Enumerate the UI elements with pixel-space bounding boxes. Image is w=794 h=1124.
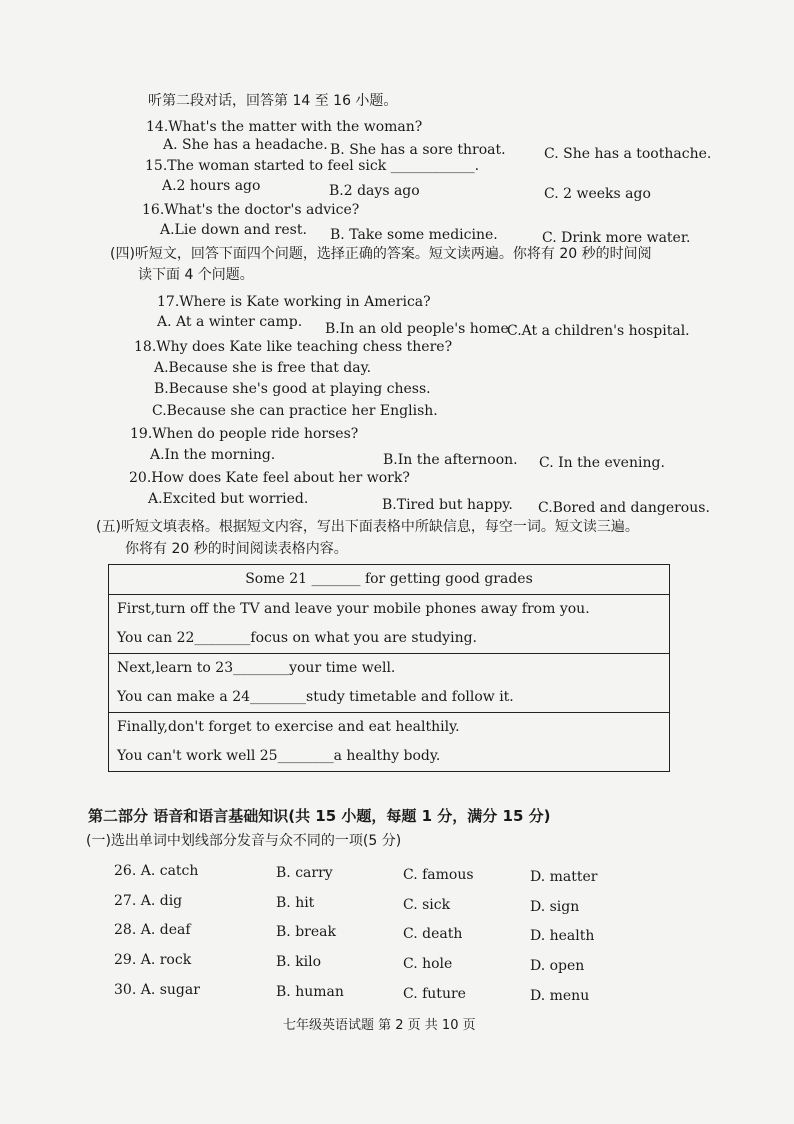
option: B.Tired but happy. [382, 497, 513, 513]
option: C. She has a toothache. [544, 146, 712, 162]
question-stem: 18.Why does Kate like teaching chess there? [134, 339, 453, 355]
section-intro: 听第二段对话，回答第 14 至 16 小题。 [148, 93, 398, 109]
part4-instructions: (四)听短文，回答下面四个问题，选择正确的答案。短文读两遍。你将有 20 秒的时间阅 [110, 246, 652, 262]
option: A.Excited but worried. [148, 491, 309, 507]
phonics-item: 27. A. dig [114, 893, 183, 909]
question-stem: 14.What's the matter with the woman? [146, 119, 423, 135]
option: C.Bored and dangerous. [538, 500, 710, 516]
phonics-item: C. sick [403, 897, 451, 913]
option: C. 2 weeks ago [544, 186, 651, 202]
table-row [109, 654, 670, 713]
option: A. At a winter camp. [157, 314, 303, 330]
table-line: You can't work well 25________a healthy body. [117, 748, 441, 764]
phonics-item: B. hit [276, 895, 315, 911]
table-line: You can 22________focus on what you are studying. [117, 630, 477, 646]
phonics-item: D. sign [530, 899, 580, 915]
part2-subtitle: (一)选出单词中划线部分发音与众不同的一项(5 分) [86, 833, 402, 849]
option: B. She has a sore throat. [330, 142, 506, 158]
option: C.Because she can practice her English. [152, 403, 438, 419]
phonics-item: 28. A. deaf [114, 922, 191, 938]
part2-title: 第二部分 语音和语言基础知识(共 15 小题，每题 1 分，满分 15 分) [88, 807, 551, 825]
phonics-item: B. human [276, 984, 344, 1000]
part5-instructions: (五)听短文填表格。根据短文内容，写出下面表格中所缺信息，每空一词。短文读三遍。 [96, 519, 639, 535]
table-row [109, 595, 670, 654]
table-header-cell [109, 565, 670, 595]
option: B. Take some medicine. [330, 227, 498, 243]
question-stem: 16.What's the doctor's advice? [142, 202, 360, 218]
phonics-item: 29. A. rock [114, 952, 192, 968]
table-header: Some 21 _______ for getting good grades [245, 571, 533, 587]
phonics-item: B. break [276, 924, 336, 940]
option: A.2 hours ago [162, 178, 261, 194]
phonics-item: B. carry [276, 865, 333, 881]
phonics-item: C. future [403, 986, 466, 1002]
phonics-item: D. menu [530, 988, 590, 1004]
phonics-item: 30. A. sugar [114, 982, 200, 998]
part5-instructions-cont: 你将有 20 秒的时间阅读表格内容。 [125, 541, 348, 557]
question-stem: 20.How does Kate feel about her work? [129, 470, 410, 486]
option: C. In the evening. [539, 455, 665, 471]
option: C. Drink more water. [542, 230, 691, 246]
phonics-item: C. famous [403, 867, 474, 883]
phonics-item: C. hole [403, 956, 453, 972]
option: A.Lie down and rest. [160, 222, 307, 238]
table-line: First,turn off the TV and leave your mobile phones away from you. [117, 601, 590, 617]
table-line: Next,learn to 23________your time well. [117, 660, 396, 676]
phonics-item: B. kilo [276, 954, 322, 970]
option: A.Because she is free that day. [154, 360, 372, 376]
phonics-item: D. health [530, 928, 595, 944]
page-footer: 七年级英语试题 第 2 页 共 10 页 [283, 1018, 476, 1033]
phonics-item: D. matter [530, 869, 598, 885]
phonics-item: 26. A. catch [114, 863, 199, 879]
question-stem: 15.The woman started to feel sick ____________. [145, 158, 480, 174]
option: B.2 days ago [329, 183, 420, 199]
question-stem: 17.Where is Kate working in America? [157, 294, 431, 310]
fill-in-table [108, 564, 670, 772]
table-row [109, 713, 670, 772]
part4-instructions-cont: 读下面 4 个问题。 [138, 267, 254, 283]
option: C.At a children's hospital. [507, 323, 690, 339]
table-line: You can make a 24________study timetable and follow it. [117, 689, 514, 705]
option: B.Because she's good at playing chess. [154, 381, 431, 397]
option: A.In the morning. [150, 447, 276, 463]
phonics-item: D. open [530, 958, 585, 974]
option: B.In the afternoon. [383, 452, 518, 468]
option: B.In an old people's home [325, 321, 509, 337]
phonics-item: C. death [403, 926, 463, 942]
table-line: Finally,don't forget to exercise and eat healthily. [117, 719, 460, 735]
option: A. She has a headache. [163, 137, 328, 153]
question-stem: 19.When do people ride horses? [130, 426, 359, 442]
